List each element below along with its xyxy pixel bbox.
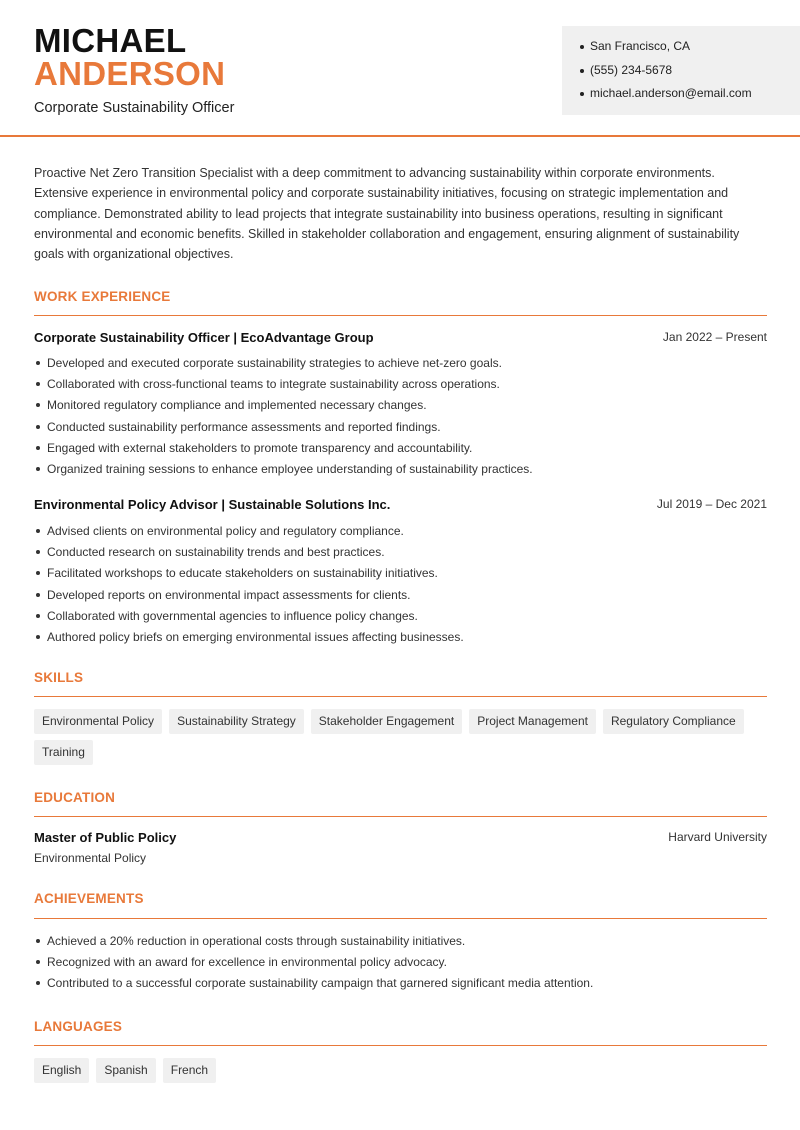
list-item: Developed reports on environmental impact assessments for clients. [34, 587, 767, 608]
skill-chip: Stakeholder Engagement [311, 709, 462, 734]
skills-list [34, 709, 774, 771]
section-divider [34, 816, 767, 817]
list-item: Conducted research on sustainability trends and best practices. [34, 544, 767, 565]
skill-chip: Training [34, 740, 93, 765]
skill-chip: Regulatory Compliance [603, 709, 744, 734]
list-item: Monitored regulatory compliance and implemented necessary changes. [34, 397, 767, 418]
education-field: Environmental Policy [34, 851, 147, 865]
contact-phone: (555) 234-5678 [580, 62, 800, 86]
job-dates: Jan 2022 – Present [662, 330, 767, 344]
list-item: Recognized with an award for excellence in environmental policy advocacy. [34, 954, 767, 975]
job-bullets [34, 523, 767, 650]
education-degree: Master of Public Policy [34, 830, 177, 845]
section-title-skills: SKILLS [34, 670, 84, 685]
section-title-languages: LANGUAGES [34, 1019, 123, 1034]
list-item: Organized training sessions to enhance employee understanding of sustainability practices. [34, 461, 767, 482]
list-item: Facilitated workshops to educate stakeholders on sustainability initiatives. [34, 565, 767, 586]
job-role: Environmental Policy Advisor | Sustainable Solutions Inc. [34, 497, 391, 512]
list-item: Achieved a 20% reduction in operational costs through sustainability initiatives. [34, 933, 767, 954]
list-item: Collaborated with governmental agencies to influence policy changes. [34, 608, 767, 629]
education-header [34, 830, 767, 848]
last-name: ANDERSON [34, 55, 226, 92]
contact-location: San Francisco, CA [580, 38, 800, 62]
list-item: Developed and executed corporate sustainability strategies to achieve net-zero goals. [34, 355, 767, 376]
language-chip: English [34, 1058, 89, 1083]
section-divider [34, 315, 767, 316]
skill-chip: Project Management [469, 709, 596, 734]
contact-email[interactable]: michael.anderson@email.com [580, 85, 800, 109]
achievements-list [34, 933, 767, 997]
list-item: Authored policy briefs on emerging environmental issues affecting businesses. [34, 629, 767, 650]
section-title-work: WORK EXPERIENCE [34, 289, 171, 304]
language-chip: French [163, 1058, 216, 1083]
section-divider [34, 1045, 767, 1046]
list-item: Contributed to a successful corporate sustainability campaign that garnered significant media attention. [34, 975, 767, 996]
first-name: MICHAEL [34, 22, 187, 59]
list-item: Collaborated with cross-functional teams to integrate sustainability across operations. [34, 376, 767, 397]
education-school: Harvard University [668, 830, 767, 844]
section-divider [34, 918, 767, 919]
job-dates: Jul 2019 – Dec 2021 [656, 497, 767, 511]
list-item: Conducted sustainability performance assessments and reported findings. [34, 419, 767, 440]
section-title-achievements: ACHIEVEMENTS [34, 891, 144, 906]
list-item: Engaged with external stakeholders to promote transparency and accountability. [34, 440, 767, 461]
languages-list [34, 1058, 774, 1089]
resume-header [0, 0, 800, 137]
language-chip: Spanish [96, 1058, 155, 1083]
contact-box [562, 26, 800, 115]
skill-chip: Sustainability Strategy [169, 709, 304, 734]
section-divider [34, 696, 767, 697]
section-title-education: EDUCATION [34, 790, 116, 805]
job-role: Corporate Sustainability Officer | EcoAdvantage Group [34, 330, 374, 345]
job-header [34, 330, 767, 348]
summary-paragraph: Proactive Net Zero Transition Specialist with a deep commitment to advancing sustainability within corporate environments. Extensive experience in environmental policy and corporate sustainability initiatives, focusing on strategic implementation and compliance. Demonstrated ability to lead projects that integrate sustainability into business operations, resulting in significant environmental and economic benefits. Skilled in stakeholder collaboration and engagement, ensuring alignment of sustainability goals with organizational objectives. [34, 166, 740, 262]
job-bullets [34, 355, 767, 482]
job-header [34, 497, 767, 515]
list-item: Advised clients on environmental policy and regulatory compliance. [34, 523, 767, 544]
skill-chip: Environmental Policy [34, 709, 162, 734]
job-title: Corporate Sustainability Officer [34, 100, 235, 116]
